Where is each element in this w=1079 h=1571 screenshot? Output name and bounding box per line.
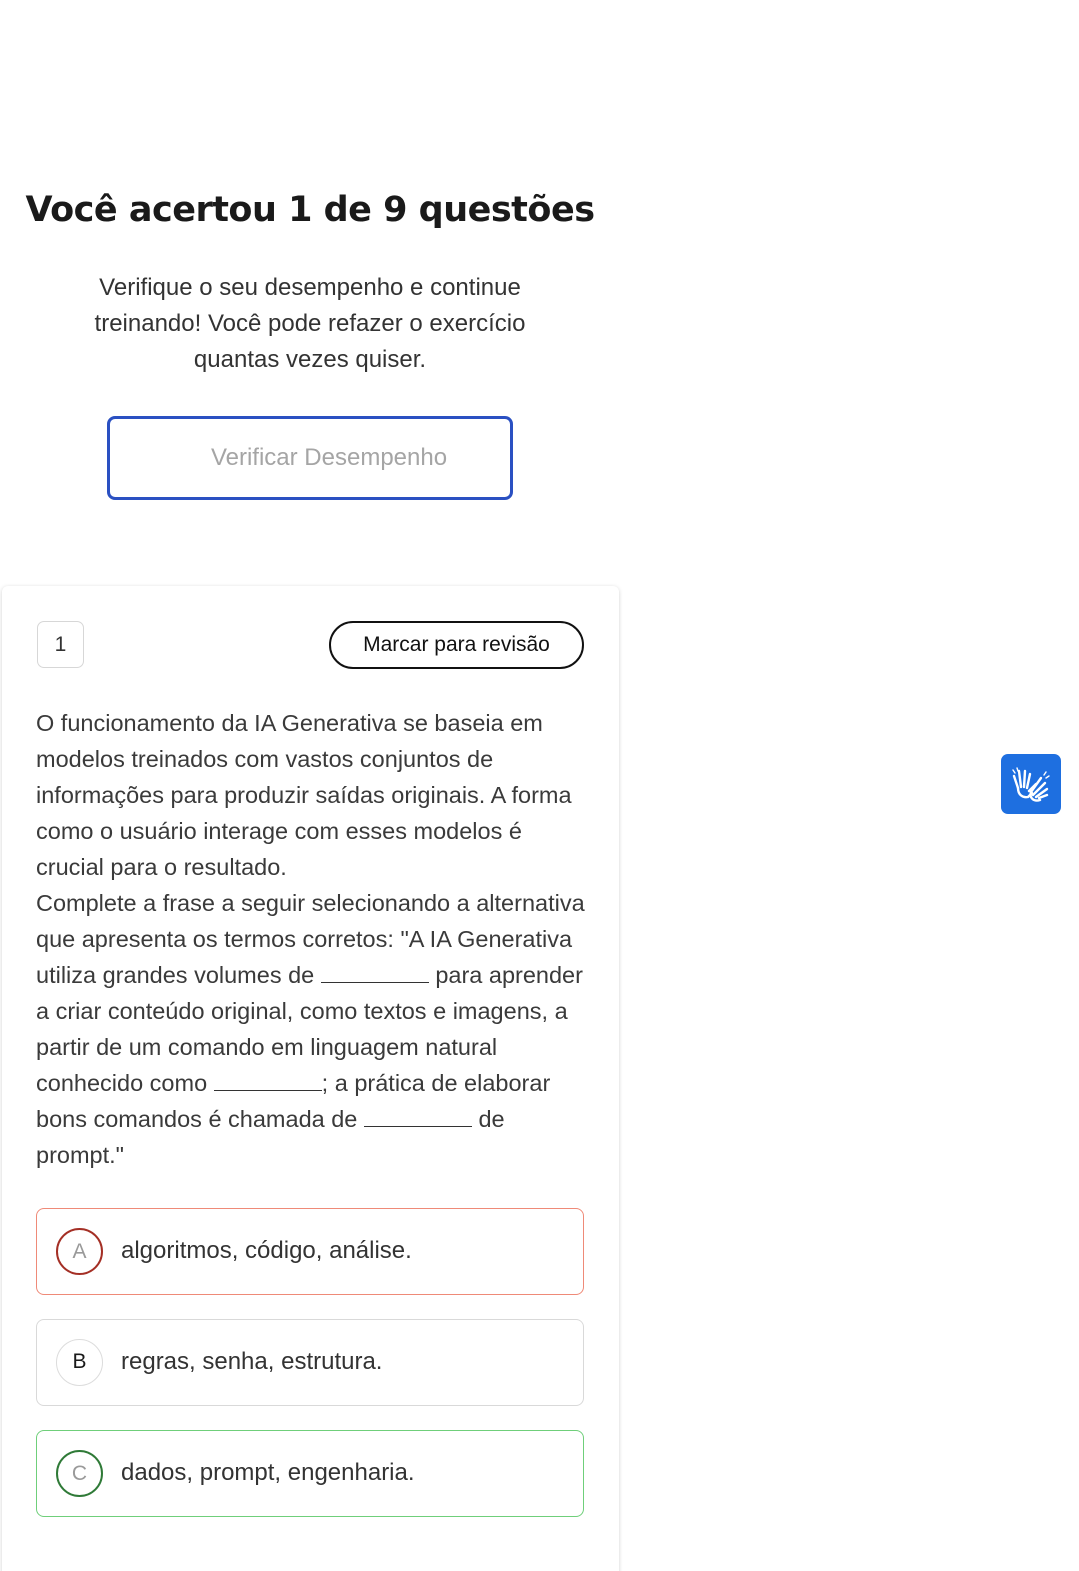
option-letter-c: C: [56, 1450, 103, 1497]
answer-options: [36, 1208, 584, 1541]
option-letter-a: A: [56, 1228, 103, 1275]
verify-performance-button[interactable]: Verificar Desempenho: [107, 416, 513, 500]
blank-2: [214, 1070, 322, 1091]
option-text-a: algoritmos, código, análise.: [121, 1237, 412, 1264]
question-instruction: [36, 885, 596, 1173]
question-instruction-text: Complete a frase a seguir selecionando a alternativa que apresenta os termos corretos:: [36, 890, 585, 952]
question-card: [2, 586, 619, 1571]
option-text-b: regras, senha, estrutura.: [121, 1348, 383, 1375]
result-summary: [0, 180, 620, 500]
question-number: 1: [37, 621, 84, 668]
blank-1: [321, 962, 429, 983]
sign-language-icon: [1009, 762, 1053, 806]
sentence-part-3: ; a prática de elaborar bons comandos é chamada de: [36, 1070, 551, 1132]
sentence-part-2: para aprender a criar conteúdo original, como textos e imagens, a partir de um comando em linguagem natural conhecido como: [36, 962, 583, 1096]
result-title: Você acertou 1 de 9 questões: [25, 190, 595, 230]
mark-for-review-button[interactable]: Marcar para revisão: [329, 621, 584, 669]
question-intro: O funcionamento da IA Generativa se baseia em modelos treinados com vastos conjuntos de informações para produzir saídas originais. A forma como o usuário interage com esses modelos é crucial para o resultado.: [36, 710, 572, 880]
sentence-part-1: "A IA Generativa utiliza grandes volumes de: [36, 926, 573, 988]
accessibility-widget-button[interactable]: [1001, 754, 1061, 814]
option-c[interactable]: [36, 1430, 584, 1517]
blank-3: [364, 1106, 472, 1127]
result-subtitle: Verifique o seu desempenho e continue treinando! Você pode refazer o exercício quantas vezes quiser.: [94, 274, 526, 373]
option-text-c: dados, prompt, engenharia.: [121, 1459, 415, 1486]
option-a[interactable]: [36, 1208, 584, 1295]
option-letter-b: B: [56, 1339, 103, 1386]
sentence-part-4: de prompt.": [36, 1106, 505, 1168]
question-text: [36, 705, 596, 1173]
option-b[interactable]: [36, 1319, 584, 1406]
